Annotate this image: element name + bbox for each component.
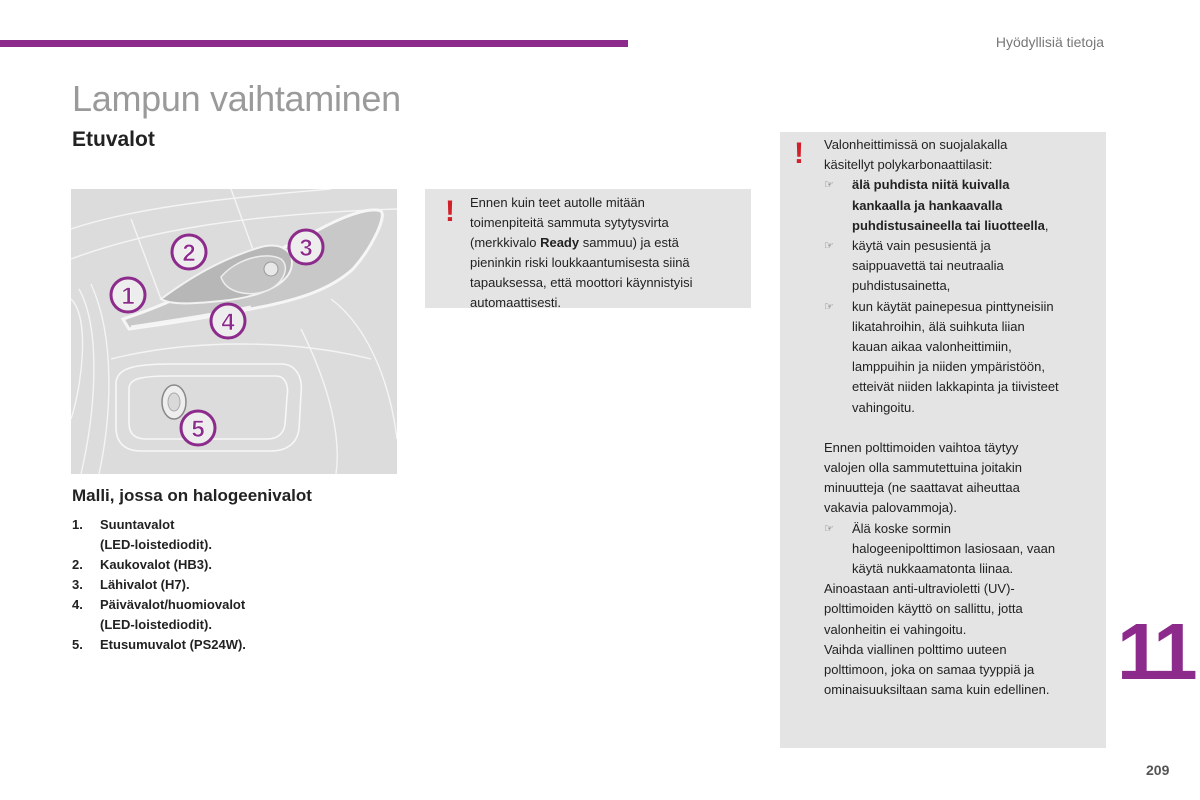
list-item-text: (LED-loistediodit). bbox=[100, 537, 212, 552]
headlight-drawing bbox=[71, 189, 397, 474]
list-item-text: Lähivalot (H7). bbox=[100, 577, 190, 592]
warning-icon: ! bbox=[794, 137, 804, 170]
pointing-hand-icon: ☞ bbox=[824, 522, 834, 535]
list-item bbox=[72, 575, 332, 595]
section-name: Hyödyllisiä tietoja bbox=[995, 34, 1104, 50]
list-item-text: Etusumuvalot (PS24W). bbox=[100, 637, 246, 652]
section-subtitle: Etuvalot bbox=[72, 128, 155, 151]
warning-icon: ! bbox=[445, 195, 455, 228]
warning-box bbox=[425, 189, 751, 308]
list-item-number: 3. bbox=[72, 577, 83, 592]
bullet-item: ☞ kun käytät painepesua pinttyneisiin bbox=[824, 297, 1102, 317]
pointing-hand-icon: ☞ bbox=[824, 300, 834, 313]
list-item-text: Suuntavalot bbox=[100, 517, 175, 532]
warning-text: Ennen kuin teet autolle mitään toimenpiteitä sammuta sytytysvirta (merkkivalo Ready sammuu) ja estä pieninkin riski loukkaantumisesta siinä tapauksessa, että moottori käynnistyisi automaattisesti. bbox=[470, 195, 693, 310]
callout-5: 5 bbox=[191, 416, 205, 443]
list-item-number: 1. bbox=[72, 517, 83, 532]
page-title: Lampun vaihtaminen bbox=[72, 78, 401, 119]
ready-indicator-name: Ready bbox=[540, 235, 580, 250]
headlight-illustration bbox=[71, 189, 397, 474]
list-item-text: Päivävalot/huomiovalot bbox=[100, 597, 246, 612]
list-item-text: (LED-loistediodit). bbox=[100, 617, 212, 632]
list-item bbox=[72, 555, 332, 575]
sidebar-text: Valonheittimissä on suojalakalla käsitellyt polykarbonaattilasit: ☞ älä puhdista niitä kuivalla kankaalla ja hankaavalla puhdistusaineella tai liuotteella, ☞ käytä vain pesusientä ja saippuavettä tai neutraalia puhdistusainetta, ☞ kun käytät painepesua pinttyneisiin likatahroihin, älä suihkuta liian kauan aikaa valonheittimiin, lamppuihin ja niiden ympäristöön, etteivät niiden lakkapinta ja tiivisteet vahingoitu. Ennen polttimoiden vaihtoa täytyy valojen olla sammutettuina joitakin minuutteja (ne saattavat aiheuttaa vakavia palovammoja). ☞ Älä koske sormin halogeenipolttimon lasiosaan, vaan käytä nukkaamatonta liinaa. Ainoastaan anti-ultravioletti (UV)- polttimoiden käyttö on sallittu, jotta valonheitin ei vahingoitu. Vaihda viallinen polttimo uuteen polttimoon, joka on samaa tyyppiä ja ominaisuuksiltaan sama kuin edellinen. bbox=[824, 135, 1102, 700]
list-item-text: Kaukovalot (HB3). bbox=[100, 557, 212, 572]
pointing-hand-icon: ☞ bbox=[824, 240, 834, 253]
list-item bbox=[72, 515, 332, 555]
list-item bbox=[72, 635, 332, 655]
callout-1: 1 bbox=[121, 283, 135, 310]
list-item-number: 5. bbox=[72, 637, 83, 652]
list-item bbox=[72, 595, 332, 635]
page-number: 209 bbox=[1146, 762, 1170, 778]
model-heading: Malli, jossa on halogeenivalot bbox=[72, 486, 312, 505]
pointing-hand-icon: ☞ bbox=[824, 179, 834, 192]
callout-2: 2 bbox=[182, 240, 196, 267]
list-item-number: 2. bbox=[72, 557, 83, 572]
bulb-parts-list bbox=[72, 515, 332, 655]
callout-3: 3 bbox=[299, 235, 313, 262]
caution-sidebar bbox=[780, 132, 1106, 748]
chapter-number: 11 bbox=[1117, 607, 1194, 696]
list-item-number: 4. bbox=[72, 597, 83, 612]
header-accent-bar bbox=[0, 40, 628, 47]
bullet-item: ☞ käytä vain pesusientä ja bbox=[824, 236, 1102, 256]
bullet-item: ☞ Älä koske sormin bbox=[824, 519, 1102, 539]
callout-4: 4 bbox=[221, 309, 235, 336]
bullet-item: ☞ älä puhdista niitä kuivalla bbox=[824, 175, 1102, 195]
